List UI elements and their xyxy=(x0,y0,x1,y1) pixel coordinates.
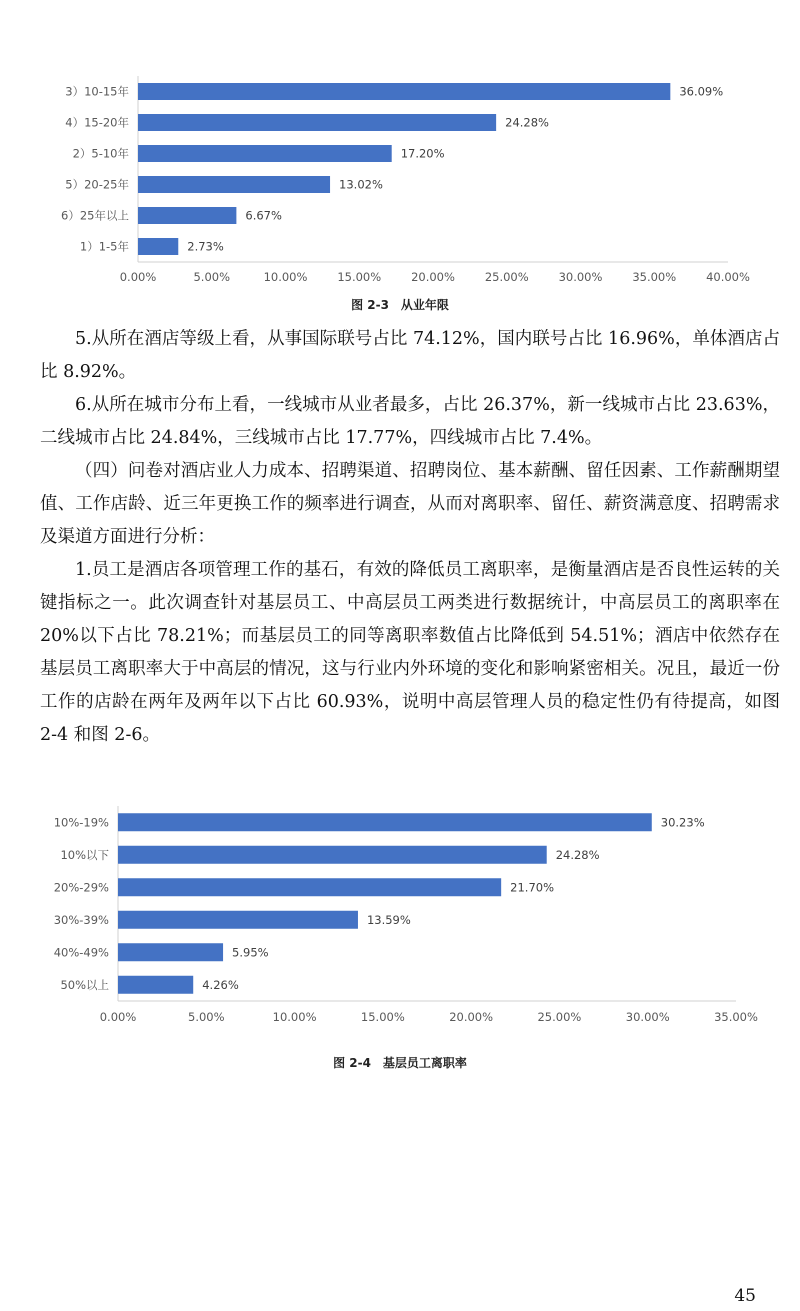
category-label: 2）5-10年 xyxy=(72,146,129,161)
chart-2-caption: 图 2-4 基层员工离职率 xyxy=(333,1056,467,1070)
bar xyxy=(138,176,330,193)
category-label: 5）20-25年 xyxy=(65,177,129,192)
x-tick-label: 10.00% xyxy=(263,270,308,284)
x-tick-label: 15.00% xyxy=(337,270,382,284)
data-label: 24.28% xyxy=(555,847,600,862)
chart-1-caption: 图 2-3 从业年限 xyxy=(351,298,449,312)
data-label: 13.02% xyxy=(339,177,383,192)
x-tick-label: 20.00% xyxy=(411,270,455,284)
page-number: 45 xyxy=(734,1286,756,1306)
x-tick-label: 30.00% xyxy=(558,270,603,284)
x-tick-label: 15.00% xyxy=(360,1010,405,1024)
x-tick-label: 30.00% xyxy=(625,1010,670,1024)
category-label: 30%-39% xyxy=(53,912,109,927)
x-tick-label: 5.00% xyxy=(193,270,231,284)
chart-2-svg xyxy=(0,798,800,1030)
paragraph-hotel-grade: 5.从所在酒店等级上看，从事国际联号占比 74.12%，国内联号占比 16.96%，单体酒店占比 8.92%。 xyxy=(40,329,780,382)
body-text xyxy=(40,323,780,752)
category-label: 50%以上 xyxy=(60,977,109,992)
category-label: 1）1-5年 xyxy=(79,239,129,254)
bar xyxy=(118,943,223,961)
bar xyxy=(138,238,178,255)
x-tick-label: 10.00% xyxy=(272,1010,317,1024)
x-tick-label: 20.00% xyxy=(449,1010,494,1024)
x-tick-label: 0.00% xyxy=(119,270,157,284)
data-label: 24.28% xyxy=(505,115,549,130)
bar xyxy=(118,976,193,994)
data-label: 5.95% xyxy=(232,945,269,960)
data-label: 36.09% xyxy=(679,84,724,99)
bar xyxy=(118,878,501,896)
chart-frontline-turnover xyxy=(0,798,800,1030)
paragraph-city-distribution: 6.从所在城市分布上看，一线城市从业者最多，占比 26.37%，新一线城市占比 23.63%，二线城市占比 24.84%，三线城市占比 17.77%，四线城市占比 7.4%。 xyxy=(40,395,780,448)
data-label: 21.70% xyxy=(510,880,555,895)
bar xyxy=(138,145,392,162)
bar xyxy=(118,813,652,831)
x-tick-label: 35.00% xyxy=(714,1010,758,1024)
category-label: 4）15-20年 xyxy=(65,115,129,130)
category-label: 10%以下 xyxy=(60,847,109,862)
data-label: 30.23% xyxy=(660,815,705,830)
bar xyxy=(138,207,236,224)
bar xyxy=(118,846,547,864)
bar xyxy=(138,114,496,131)
category-label: 6）25年以上 xyxy=(61,208,129,223)
x-tick-label: 40.00% xyxy=(706,270,750,284)
data-label: 4.26% xyxy=(202,977,239,992)
chart-years-in-industry xyxy=(0,70,800,295)
data-label: 6.67% xyxy=(245,208,282,223)
category-label: 20%-29% xyxy=(53,880,109,895)
x-tick-label: 5.00% xyxy=(188,1010,225,1024)
chart-1-svg xyxy=(0,70,800,295)
data-label: 2.73% xyxy=(187,239,224,254)
category-label: 40%-49% xyxy=(53,945,109,960)
paragraph-turnover: 1.员工是酒店各项管理工作的基石，有效的降低员工离职率，是衡量酒店是否良性运转的关键指标之一。此次调查针对基层员工、中高层员工两类进行数据统计，中高层员工的离职率在 20%以下占比 78.21%；而基层员工的同等离职率数值占比降低到 54.51%；酒店中依然存在基层员工离职率大于中高层的情况，这与行业内外环境的变化和影响紧密相关。况且，最近一份工作的店龄在两年及两年以下占比 60.93%，说明中高层管理人员的稳定性仍有待提高，如图 2-4 和图 2-6。 xyxy=(40,560,780,745)
category-label: 3）10-15年 xyxy=(65,84,129,99)
bar xyxy=(138,83,670,100)
bar xyxy=(118,911,358,929)
x-tick-label: 25.00% xyxy=(537,1010,582,1024)
category-label: 10%-19% xyxy=(53,815,109,830)
x-tick-label: 35.00% xyxy=(632,270,677,284)
data-label: 17.20% xyxy=(400,146,445,161)
paragraph-survey-scope: （四）问卷对酒店业人力成本、招聘渠道、招聘岗位、基本薪酬、留任因素、工作薪酬期望值、工作店龄、近三年更换工作的频率进行调查，从而对离职率、留任、薪资满意度、招聘需求及渠道方面进行分析： xyxy=(40,461,780,547)
x-tick-label: 25.00% xyxy=(484,270,529,284)
x-tick-label: 0.00% xyxy=(99,1010,137,1024)
data-label: 13.59% xyxy=(366,912,411,927)
